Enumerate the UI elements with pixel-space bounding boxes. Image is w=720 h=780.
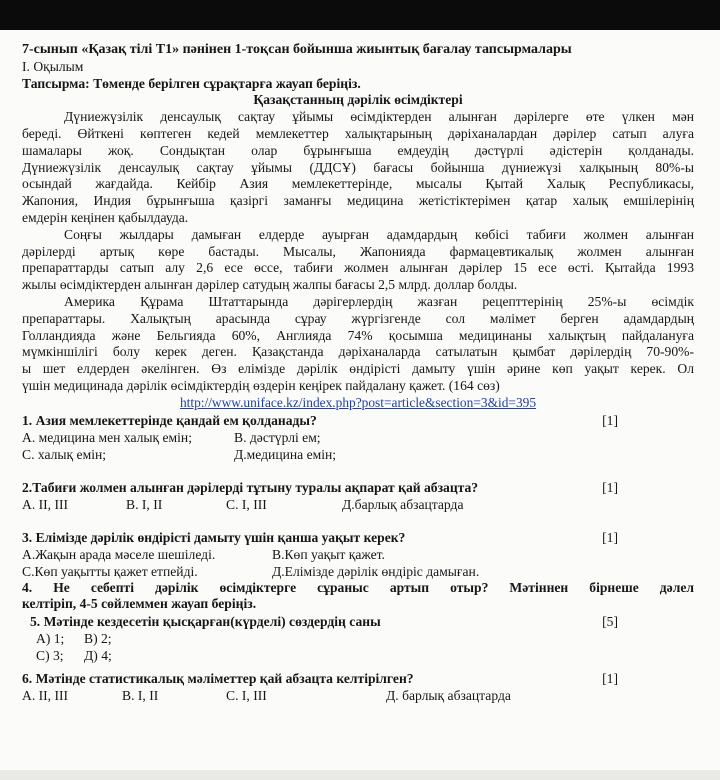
option-c: С. І, ІІІ xyxy=(226,688,267,704)
question-text: 6. Мәтінде статистикалық мәліметтер қай абзацта келтірілген? xyxy=(22,671,414,687)
question-text: 4. Не себепті дәрілік өсімдіктерге сұраныс артып отыр? Мәтіннен бірнеше дәлел xyxy=(22,579,694,595)
question-mark: [1] xyxy=(602,529,618,545)
text-line: Америка Құрама Штаттарында дәрігерлердің жазған рецепттерінің 25%-ы өсімдік xyxy=(64,293,694,309)
option-c: С. халық емін; xyxy=(22,446,107,462)
question-6-options-row xyxy=(22,687,694,704)
question-5-options-row xyxy=(22,647,694,664)
question-5-options-row xyxy=(22,630,694,647)
text-line: Голландияда және Бельгияда 60%, Англияда 74% қосымша медицинаны халықтың пайдалануға xyxy=(22,327,694,343)
question-2 xyxy=(22,479,694,496)
question-1-options-row xyxy=(22,429,694,446)
paragraph-3 xyxy=(22,294,694,395)
text-line: шамалары жоқ. Сондықтан олар бұрынғыша емдеудің дәстүрлі әдістерін қолданады. xyxy=(22,142,694,158)
section-label: I. Оқылым xyxy=(22,58,84,74)
question-mark: [1] xyxy=(602,479,618,495)
question-text: 2.Табиғи жолмен алынған дәрілерді тұтыну туралы ақпарат қай абзацта? xyxy=(22,479,479,495)
worksheet-page xyxy=(0,30,720,780)
question-mark: [5] xyxy=(602,614,618,630)
option-c: С.Көп уақытты қажет етпейді. xyxy=(22,563,198,579)
question-1 xyxy=(22,412,694,429)
option-a: А. ІІ, ІІІ xyxy=(22,496,69,512)
text-line: жылы өсімдіктерден алынған дәрілер сатудың жалпы бағасы 2,5 млрд. доллар болды. xyxy=(22,277,518,293)
text-line: препараттарды сатып алу 2,6 есе өссе, табиғи жолмен алынған дәрілер 15 есе өсті. Қытайда 1993 xyxy=(22,260,694,276)
question-3 xyxy=(22,529,694,546)
option-d: Д. барлық абзацтарда xyxy=(386,688,511,704)
option-c: С. І, ІІІ xyxy=(226,496,267,512)
question-5 xyxy=(22,613,694,630)
option-d: Д.медицина емін; xyxy=(234,446,337,462)
text-line: Дүниежүзілік денсаулық сақтау ұйымы өсімдіктерден алынған дәрілерге өте үлкен мән xyxy=(64,109,694,125)
text-line: мүмкіншілігі болу керек деген. Қазақстанда дәріханаларда сатылатын қымбат дәрілердің 70-90%- xyxy=(22,344,694,360)
worksheet-content xyxy=(22,42,694,704)
text-line: үшін медицинада дәрілік өсімдіктердің өздерін кеңірек пайдалану қажет. (164 сөз) xyxy=(22,377,500,393)
option-d: Д.Елімізде дәрілік өндіріс дамыған. xyxy=(272,563,480,579)
option-b: В) 2; xyxy=(84,631,112,647)
page-bottom-edge xyxy=(0,770,720,780)
text-line: дәрілерді артық көре бастады. Мысалы, Жапонияда фармацевтикалық жолмен алынған xyxy=(22,243,694,259)
text-line: осындай жағдайда. Кейбір Азия мемлекеттерінде, мысалы Қытай Халық Республикасы, xyxy=(22,176,694,192)
question-1-options-row xyxy=(22,446,694,463)
top-black-bar xyxy=(0,0,720,30)
paragraph-1 xyxy=(22,109,694,227)
worksheet-title: 7-сынып «Қазақ тілі Т1» пәнінен 1-тоқсан бойынша жиынтық бағалау тапсырмалары xyxy=(22,42,572,57)
option-d: Д.барлық абзацтарда xyxy=(342,496,464,512)
question-text: 1. Азия мемлекеттерінде қандай ем қолданады? xyxy=(22,412,317,428)
text-line: емдерін кеңінен қабылдауда. xyxy=(22,209,189,225)
text-line: береді. Өйткені көптеген кедей мемлекеттер халықтарының дәріханалардан дәрілер сатып алуға xyxy=(22,125,694,141)
question-3-options-row xyxy=(22,563,694,580)
paragraph-2 xyxy=(22,227,694,294)
text-line: препараттары. Халықтың арасында сұрау жүргізгенде сол мәлімет берген адамдардың xyxy=(22,310,694,326)
question-text: келтіріп, 4-5 сөйлеммен жауап беріңіз. xyxy=(22,596,257,612)
question-4 xyxy=(22,580,694,614)
option-b: В. дәстүрлі ем; xyxy=(234,429,321,445)
text-line: Жапония, Индия бұрынғыша қазіргі заманғы медицина жетістіктерімен қатар халық емшілерінің xyxy=(22,193,694,209)
task-instruction: Тапсырма: Төменде берілген сұрақтарға жауап беріңіз. xyxy=(22,75,361,91)
text-line: Дүниежүзілік денсаулық сақтау ұйымы (ДДСҰ) бағасы бойынша дүниежүзі халқының 80%-ы xyxy=(22,159,694,175)
option-c: С) 3; xyxy=(36,648,64,664)
option-a: А) 1; xyxy=(36,631,65,647)
question-text: 3. Елімізде дәрілік өндірісті дамыту үшін қанша уақыт керек? xyxy=(22,529,406,545)
option-b: В.Көп уақыт қажет. xyxy=(272,546,385,562)
text-line: Соңғы жылдары дамыған елдерде ауырған адамдардың көбісі табиғи жолмен алынған xyxy=(64,226,694,242)
option-b: В. І, ІІ xyxy=(126,496,163,512)
text-title: Қазақстанның дәрілік өсімдіктері xyxy=(253,92,463,108)
text-line: ы шет елдерден әкелінген. Өз елімізде дәрілік өндірісті дамыту үшін әрине көп уақыт керек. Ол xyxy=(22,361,694,377)
question-6 xyxy=(22,670,694,687)
question-3-options-row xyxy=(22,546,694,563)
option-d: Д) 4; xyxy=(84,648,112,664)
option-b: В. І, ІІ xyxy=(122,688,159,704)
option-a: А.Жақын арада мәселе шешіледі. xyxy=(22,546,216,562)
source-link[interactable]: http://www.uniface.kz/index.php?post=article&section=3&id=395 xyxy=(179,394,537,410)
option-a: А. медицина мен халық емін; xyxy=(22,429,192,445)
question-2-options-row xyxy=(22,496,694,513)
question-text: 5. Мәтінде кездесетін қысқарған(күрделі) сөздердің саны xyxy=(30,614,381,630)
option-a: А. ІІ, ІІІ xyxy=(22,688,69,704)
question-mark: [1] xyxy=(602,412,618,428)
question-mark: [1] xyxy=(602,671,618,687)
